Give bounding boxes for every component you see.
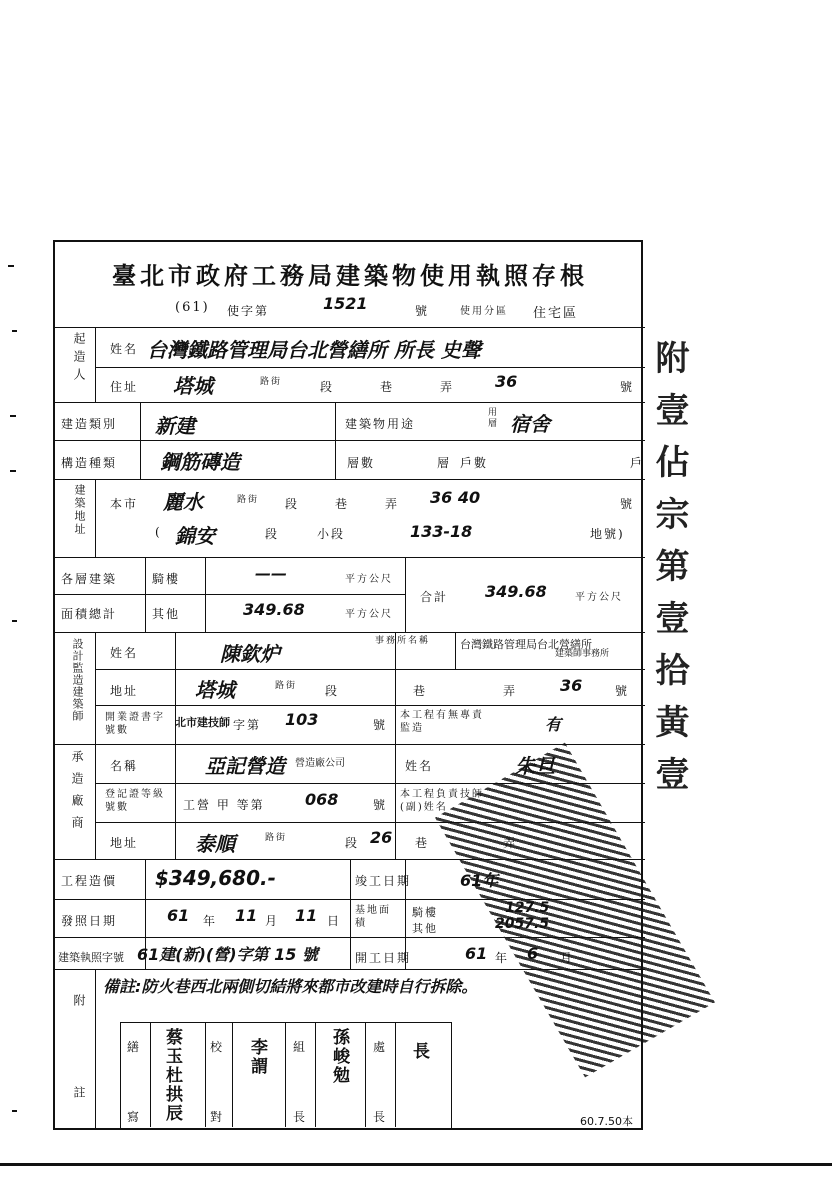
designer-name: 陳欽炉 [220, 642, 280, 666]
designer-addr-section: 段 [325, 684, 340, 698]
approval-stamp-1: 蔡玉杜拱辰 [162, 1028, 182, 1123]
designer-reg-value: 北市建技師 [175, 716, 230, 729]
site-lot-section: 段 [265, 527, 280, 541]
approval-col2: 校 [210, 1040, 225, 1054]
start-label: 開工日期 [355, 951, 412, 965]
building-type-label: 建造類別 [61, 417, 118, 431]
building-use-label: 建築物用途 [345, 417, 416, 431]
license-value: 61建(新)(營)字第 15 號 [137, 945, 318, 964]
site-area-other: 其他 [412, 922, 438, 935]
site-hao: 號 [620, 497, 635, 511]
remarks-label: 附註 [72, 994, 86, 1178]
site-section: 段 [285, 497, 300, 511]
contractor-name-suffix: 營造廠公司 [295, 758, 345, 769]
contractor-addr-road: 路街 [265, 833, 288, 843]
site-lane: 巷 [335, 497, 350, 511]
applicant-name-label: 姓名 [110, 342, 139, 356]
designer-addr-label: 地址 [110, 684, 139, 698]
approval-col3: 組 [293, 1040, 308, 1054]
designer-name-label: 姓名 [110, 646, 139, 660]
designer-reg-prefix: 字第 [233, 718, 262, 732]
completion-label: 竣工日期 [355, 874, 412, 888]
contractor-name-label: 名稱 [110, 759, 139, 773]
site-city: 本市 [110, 497, 139, 511]
site-road-suffix: 路街 [237, 495, 260, 505]
approval-bottom3: 長 [293, 1110, 308, 1124]
site-area-other-value: 2057.5 [495, 916, 550, 932]
remarks-note: 備註:防火巷西北兩側切結將來都市改建時自行拆除。 [103, 977, 478, 996]
area-group-label-2: 面積總計 [61, 607, 118, 621]
form-code: 60.7.50本 [580, 1115, 633, 1128]
applicant-addr-section: 段 [320, 380, 335, 394]
contractor-addr-section: 段 [345, 836, 360, 850]
contractor-group-label: 承造廠商 [70, 750, 84, 838]
area-total-label: 合計 [420, 590, 449, 604]
area-other-label: 其他 [152, 607, 181, 621]
scan-mark [12, 620, 17, 622]
permit-form [53, 240, 645, 1178]
cost-label: 工程造價 [61, 874, 118, 888]
contractor-name: 亞記營造 [205, 754, 285, 778]
area-total-value: 349.68 [485, 582, 547, 601]
scan-mark [12, 330, 17, 332]
approval-col1: 繕 [127, 1040, 142, 1054]
designer-group-label: 設計監造建築師 [71, 638, 84, 722]
area-upper-label: 騎樓 [152, 572, 181, 586]
applicant-group-label: 起造人 [72, 332, 86, 386]
approval-bottom1: 寫 [127, 1110, 142, 1124]
designer-office-suffix: 建築師事務所 [555, 649, 610, 659]
building-type: 新建 [155, 414, 195, 438]
floors-label: 層數 [347, 456, 376, 470]
contractor-reg-class: 工營 甲 等第 [183, 798, 265, 812]
adjacent-page-text: 附壹佔宗第壹拾黃壹 [649, 340, 689, 808]
contractor-reg-no: 068 [305, 790, 339, 809]
permit-year: (61) [175, 300, 210, 315]
scan-mark [10, 415, 16, 417]
applicant-addr-label: 住址 [110, 380, 139, 394]
site-area-label: 基地面積 [355, 905, 391, 929]
building-use-prefix: 用層 [486, 407, 496, 429]
approval-stamp-2: 李謂 [247, 1038, 267, 1076]
applicant-addr-road: 路街 [260, 377, 283, 387]
zone-label: 使用分區 [460, 306, 508, 317]
area-other-unit: 平方公尺 [345, 609, 393, 620]
applicant-addr-hao: 號 [620, 380, 635, 394]
designer-addr-no: 36 [560, 676, 583, 695]
site-number: 36 40 [430, 488, 481, 507]
designer-addr-lane: 巷 [413, 684, 428, 698]
start-m: 月 [560, 951, 575, 965]
site-lot-number: 133-18 [410, 522, 473, 541]
contractor-tech-label: 本工程負責技師(副)姓名 [400, 789, 484, 813]
designer-office: 台灣鐵路管理局台北營繕所 [460, 638, 592, 651]
permit-number: 1521 [323, 294, 368, 313]
zone-value: 住宅區 [533, 306, 579, 321]
applicant-addr-no-label: 弄 [440, 380, 455, 394]
scan-mark [8, 265, 14, 267]
designer-supervise-label: 本工程有無專責監造 [400, 710, 484, 734]
site-lot-area: 錦安 [175, 524, 215, 548]
site-area-upper-value: 127.5 [505, 900, 550, 916]
designer-reg-hao: 號 [373, 718, 388, 732]
site-area-upper: 騎樓 [412, 906, 438, 919]
site-road: 麗水 [163, 490, 203, 514]
contractor-addr-alley: 弄 [503, 836, 518, 850]
contractor-addr-lane: 巷 [415, 836, 430, 850]
designer-supervise: 有 [545, 715, 562, 734]
designer-office-label: 事務所名稱 [375, 636, 431, 646]
issue-y: 年 [203, 914, 218, 928]
area-group-label-1: 各層建築 [61, 572, 118, 586]
issue-month: 11 [235, 906, 258, 925]
site-group-label: 建築地址 [73, 484, 86, 536]
cost-value: $349,680.- [155, 866, 276, 890]
contractor-person-label: 姓名 [405, 759, 434, 773]
designer-addr: 塔城 [195, 678, 235, 702]
scan-mark [0, 1163, 832, 1166]
area-upper-value: —— [255, 564, 287, 583]
start-month: 6 [527, 944, 539, 963]
designer-reg-no: 103 [285, 710, 319, 729]
issue-year: 61 [167, 906, 190, 925]
issue-d: 日 [327, 914, 342, 928]
contractor-reg-label: 登記證等級號數 [105, 789, 165, 813]
site-alley: 弄 [385, 497, 400, 511]
issue-label: 發照日期 [61, 914, 118, 928]
approval-stamp-3: 孫峻勉 [329, 1028, 349, 1085]
area-other-value: 349.68 [243, 600, 305, 619]
building-use: 宿舍 [510, 412, 550, 436]
site-lot-suffix: 地號) [590, 527, 625, 541]
contractor-reg-hao: 號 [373, 798, 388, 812]
scan-mark [12, 1110, 17, 1112]
contractor-addr-lane-no: 26 [370, 828, 393, 847]
permit-suffix: 號 [415, 304, 430, 318]
households-unit: 戶 [630, 456, 645, 470]
applicant-addr-lane: 巷 [380, 380, 395, 394]
start-y: 年 [495, 951, 510, 965]
form-title: 臺北市政府工務局建築物使用執照存根 [112, 261, 588, 290]
completion-value: 61年 [460, 871, 499, 890]
approval-col4: 處 [373, 1040, 388, 1054]
contractor-person: 朱旦 [515, 754, 555, 778]
issue-m: 月 [265, 914, 280, 928]
designer-addr-alley: 弄 [503, 684, 518, 698]
contractor-addr-label: 地址 [110, 836, 139, 850]
site-lot-sub: 小段 [317, 527, 346, 541]
approval-stamp-4: 長 [409, 1042, 429, 1061]
approval-bottom4: 長 [373, 1110, 388, 1124]
structure-value: 鋼筋磚造 [160, 450, 240, 474]
floors-unit: 層 [437, 456, 452, 470]
start-year: 61 [465, 944, 488, 963]
applicant-addr-no: 36 [495, 372, 518, 391]
site-lot-prefix: ( [155, 525, 162, 539]
permit-prefix: 使字第 [227, 304, 270, 318]
scan-mark [10, 470, 16, 472]
designer-addr-road: 路街 [275, 681, 298, 691]
license-label: 建築執照字號 [58, 951, 124, 964]
applicant-addr: 塔城 [173, 374, 213, 398]
structure-label: 構造種類 [61, 456, 118, 470]
designer-reg-label: 開業證書字號數 [105, 712, 165, 736]
contractor-addr: 泰順 [195, 832, 235, 856]
approval-bottom2: 對 [210, 1110, 225, 1124]
area-total-unit: 平方公尺 [575, 592, 623, 603]
applicant-name: 台灣鐵路管理局台北營繕所 所長 史聲 [147, 338, 481, 362]
area-upper-unit: 平方公尺 [345, 574, 393, 585]
households-label: 戶數 [460, 456, 489, 470]
issue-day: 11 [295, 906, 318, 925]
designer-addr-hao: 號 [615, 684, 630, 698]
